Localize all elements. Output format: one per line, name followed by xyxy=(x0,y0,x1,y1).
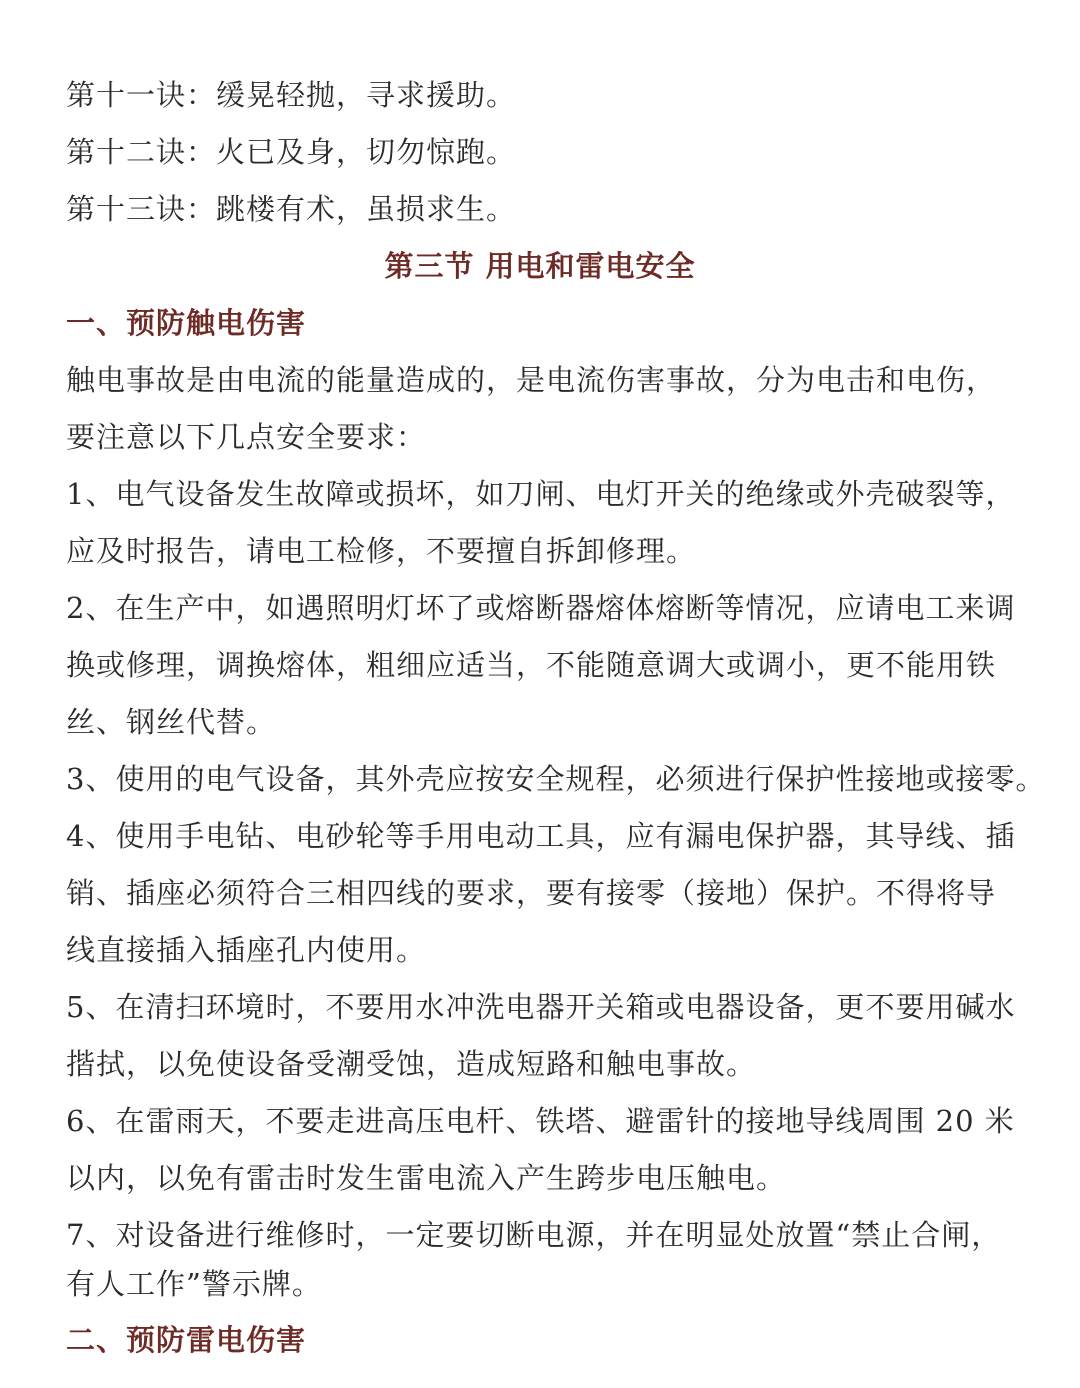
paragraph-line: 7、对设备进行维修时，一定要切断电源，并在明显处放置“禁止合闸， xyxy=(66,1218,1002,1252)
paragraph-line: 有人工作”警示牌。 xyxy=(66,1267,322,1301)
paragraph-line: 线直接插入插座孔内使用。 xyxy=(66,933,427,967)
intro-line-12: 第十二诀：火已及身，切勿惊跑。 xyxy=(66,135,517,169)
paragraph-line: 4、使用手电钻、电砂轮等手用电动工具，应有漏电保护器，其导线、插 xyxy=(66,819,1016,853)
section-title: 第三节 用电和雷电安全 xyxy=(384,249,696,283)
intro-line-13: 第十三诀：跳楼有术，虽损求生。 xyxy=(66,192,517,226)
paragraph-line: 触电事故是由电流的能量造成的，是电流伤害事故，分为电击和电伤， xyxy=(66,363,997,397)
paragraph-line: 3、使用的电气设备，其外壳应按安全规程，必须进行保护性接地或接零。 xyxy=(66,762,1046,796)
paragraph-line: 应及时报告，请电工检修，不要擅自拆卸修理。 xyxy=(66,534,697,568)
paragraph-line: 2、在生产中，如遇照明灯坏了或熔断器熔体熔断等情况，应请电工来调 xyxy=(66,591,1016,625)
paragraph-line: 销、插座必须符合三相四线的要求，要有接零（接地）保护。不得将导 xyxy=(66,876,997,910)
paragraph-line: 揩拭，以免使设备受潮受蚀，造成短路和触电事故。 xyxy=(66,1047,757,1081)
paragraph-line: 5、在清扫环境时，不要用水冲洗电器开关箱或电器设备，更不要用碱水 xyxy=(66,990,1016,1024)
paragraph-line: 换或修理，调换熔体，粗细应适当，不能随意调大或调小，更不能用铁 xyxy=(66,648,997,682)
paragraph-line: 丝、钢丝代替。 xyxy=(66,705,277,739)
heading-prevent-electric-shock: 一、预防触电伤害 xyxy=(66,306,307,340)
paragraph-line: 6、在雷雨天，不要走进高压电杆、铁塔、避雷针的接地导线周围 20 米 xyxy=(66,1104,1015,1138)
paragraph-line: 以内，以免有雷击时发生雷电流入产生跨步电压触电。 xyxy=(66,1161,787,1195)
heading-prevent-lightning: 二、预防雷电伤害 xyxy=(66,1323,307,1357)
intro-line-11: 第十一诀：缓晃轻抛，寻求援助。 xyxy=(66,78,517,112)
paragraph-line: 1、电气设备发生故障或损坏，如刀闸、电灯开关的绝缘或外壳破裂等， xyxy=(66,477,1016,511)
paragraph-line: 要注意以下几点安全要求： xyxy=(66,420,427,454)
